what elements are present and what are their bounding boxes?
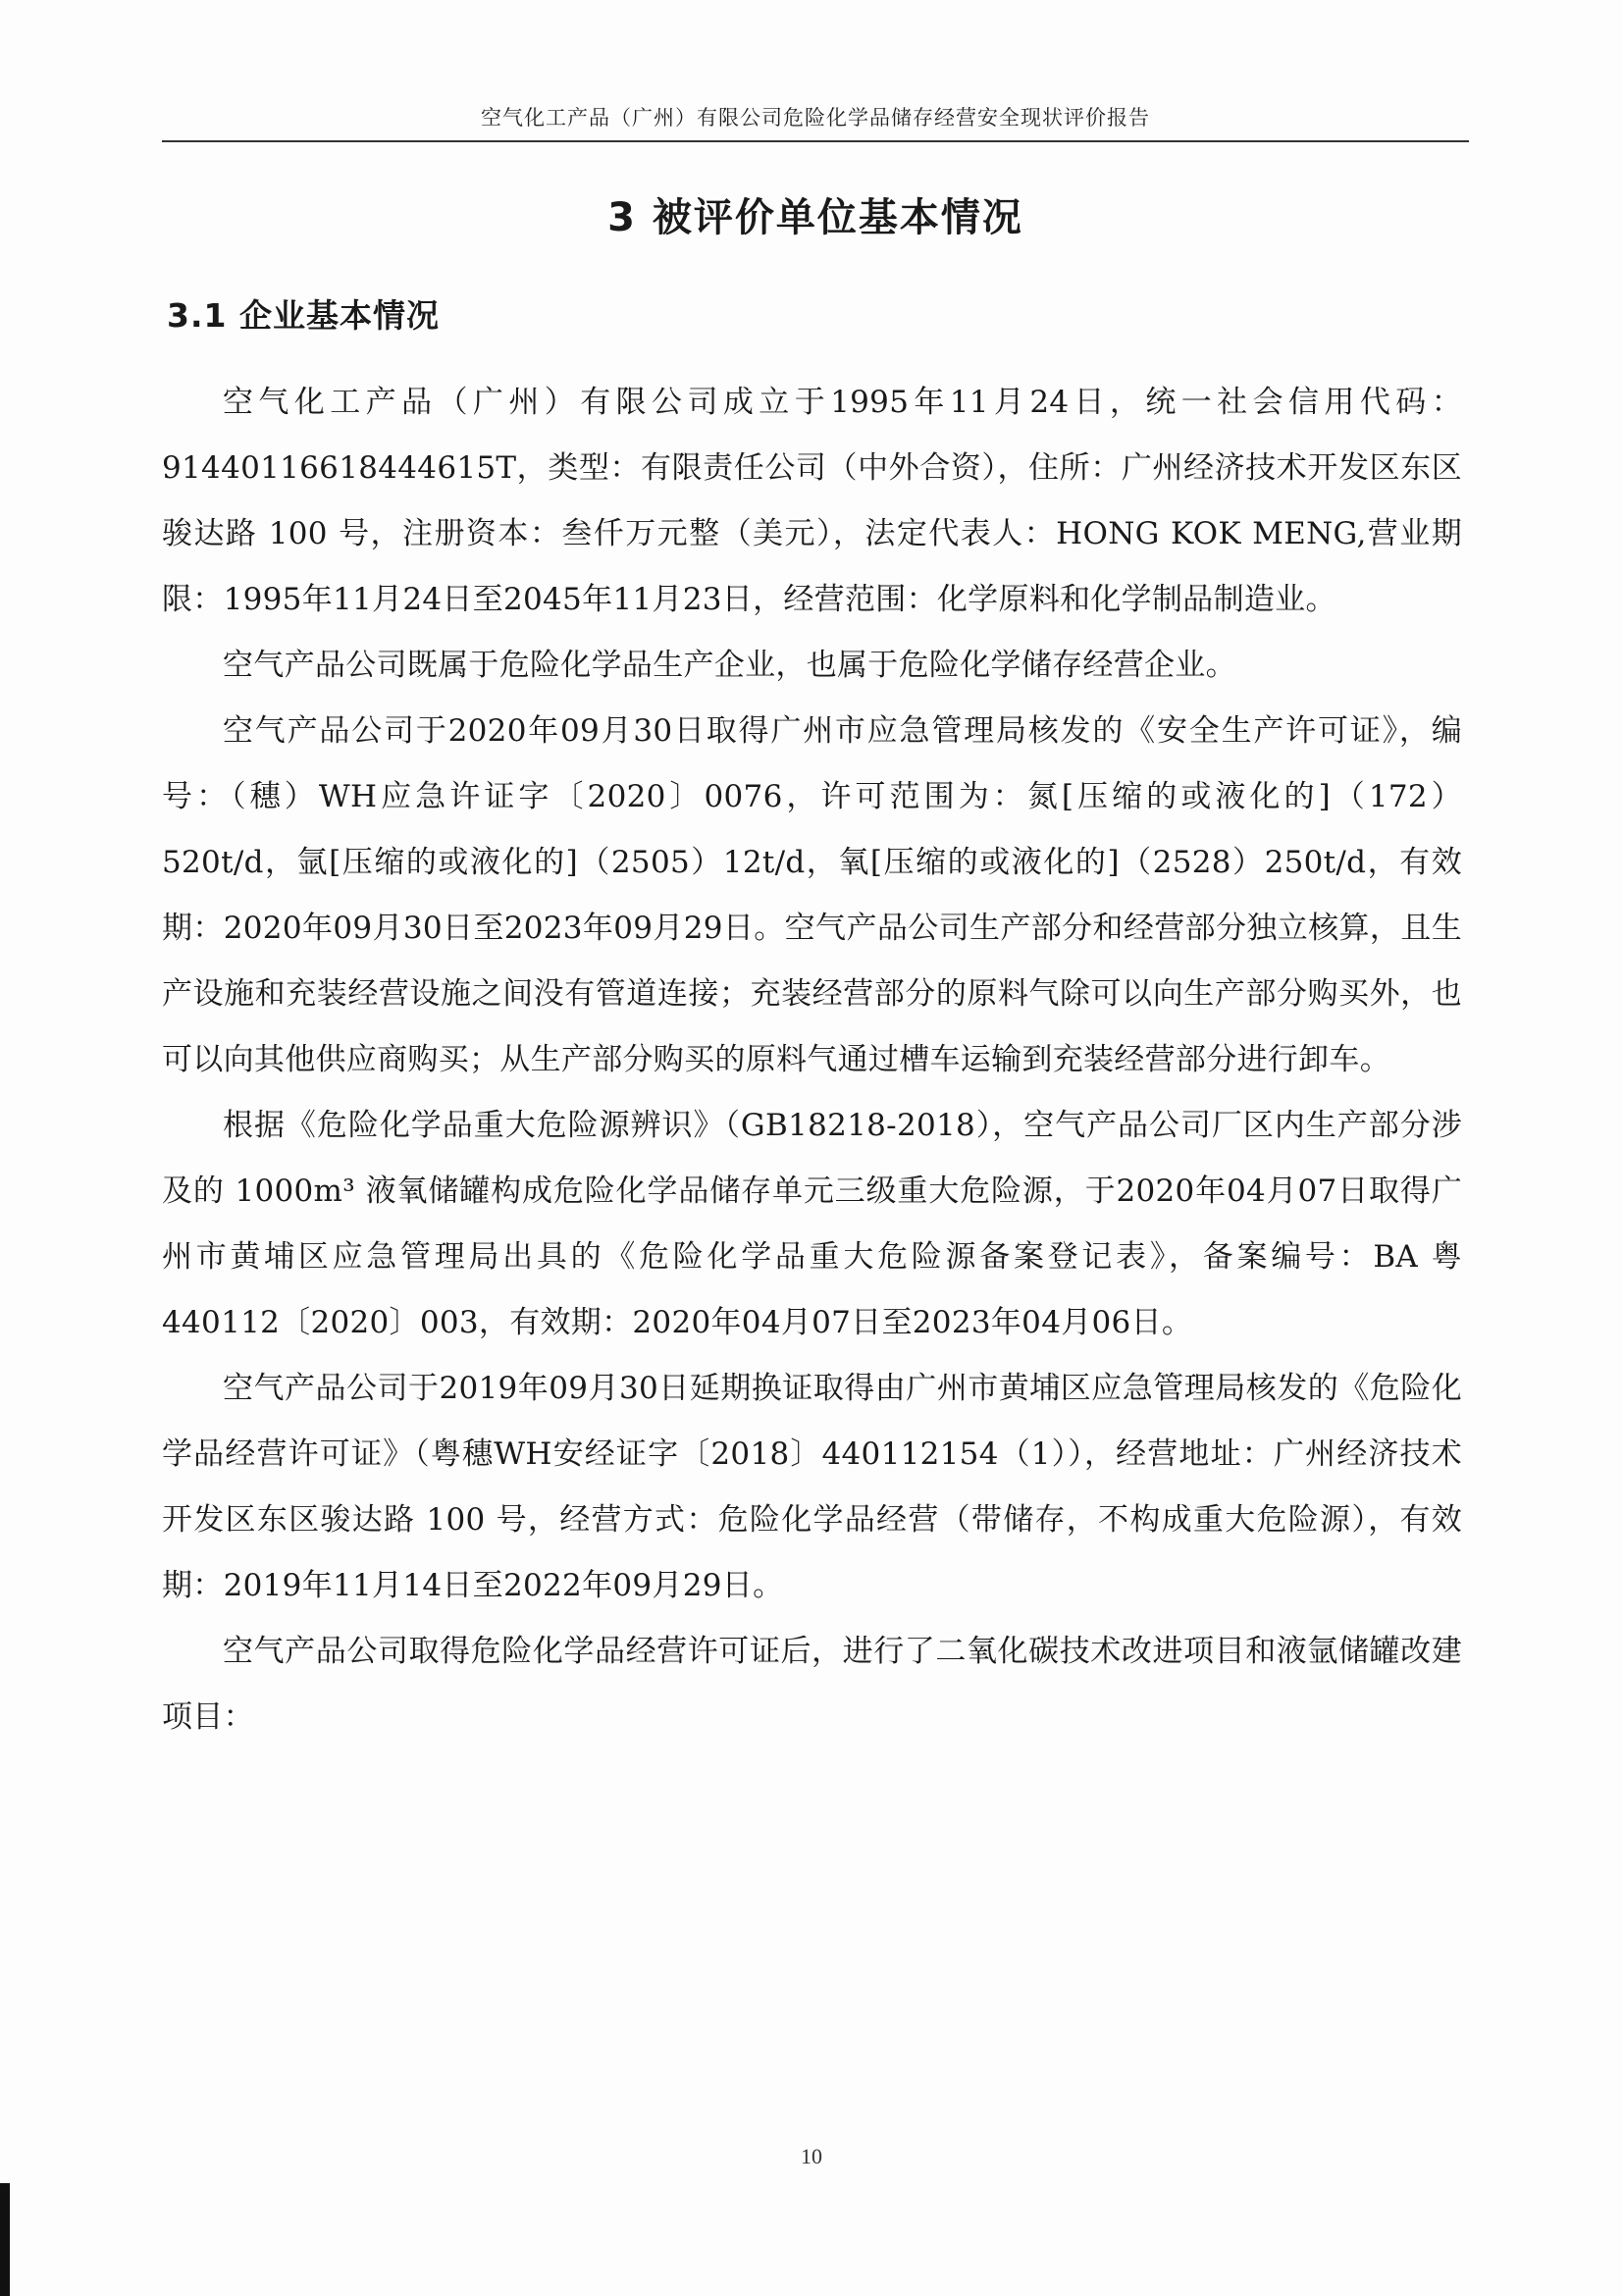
- chapter-title: 3 被评价单位基本情况: [607, 195, 1023, 240]
- paragraph-company-info: 空气化工产品（广州）有限公司成立于1995年11月24日，统一社会信用代码：91440116618444615T，类型：有限责任公司（中外合资），住所：广州经济技术开发区东区骏达路 100 号，注册资本：叁仟万元整（美元），法定代表人：HONG KOK MENG,营业期限：1995年11月24日至2045年11月23日，经营范围：化学原料和化学制品制造业。: [162, 385, 1462, 617]
- paragraph-major-hazard: 根据《危险化学品重大危险源辨识》（GB18218-2018），空气产品公司厂区内生产部分涉及的 1000m³ 液氧储罐构成危险化学品储存单元三级重大危险源，于2020年04月07日取得广州市黄埔区应急管理局出具的《危险化学品重大危险源备案登记表》，备案编号：BA 粤 440112〔2020〕003，有效期：2020年04月07日至2023年04月06日。: [162, 1108, 1462, 1340]
- running-header: 空气化工产品（广州）有限公司危险化学品储存经营安全现状评价报告: [481, 106, 1150, 130]
- section-title: 3.1 企业基本情况: [167, 296, 440, 335]
- page-number: 10: [801, 2144, 822, 2168]
- paragraph-production-license: 空气产品公司于2020年09月30日取得广州市应急管理局核发的《安全生产许可证》，编号：（穗）WH应急许证字〔2020〕0076，许可范围为：氮[压缩的或液化的]（172）520t/d，氩[压缩的或液化的]（2505）12t/d，氧[压缩的或液化的]（2528）250t/d，有效期：2020年09月30日至2023年09月29日。空气产品公司生产部分和经营部分独立核算，且生产设施和充装经营设施之间没有管道连接；充装经营部分的原料气除可以向生产部分购买外，也可以向其他供应商购买；从生产部分购买的原料气通过槽车运输到充装经营部分进行卸车。: [162, 713, 1462, 1077]
- body-text: [162, 370, 1462, 1750]
- scan-edge-mark: [0, 2183, 10, 2296]
- header-rule: [162, 140, 1469, 142]
- paragraph-operating-license: 空气产品公司于2019年09月30日延期换证取得由广州市黄埔区应急管理局核发的《危险化学品经营许可证》（粤穗WH安经证字〔2018〕440112154（1）），经营地址：广州经济技术开发区东区骏达路 100 号，经营方式：危险化学品经营（带储存，不构成重大危险源），有效期：2019年11月14日至2022年09月29日。: [162, 1371, 1462, 1603]
- paragraph-enterprise-type: 空气产品公司既属于危险化学品生产企业，也属于危险化学储存经营企业。: [223, 648, 1236, 683]
- paragraph-projects-intro: 空气产品公司取得危险化学品经营许可证后，进行了二氧化碳技术改进项目和液氩储罐改建项目：: [162, 1634, 1462, 1735]
